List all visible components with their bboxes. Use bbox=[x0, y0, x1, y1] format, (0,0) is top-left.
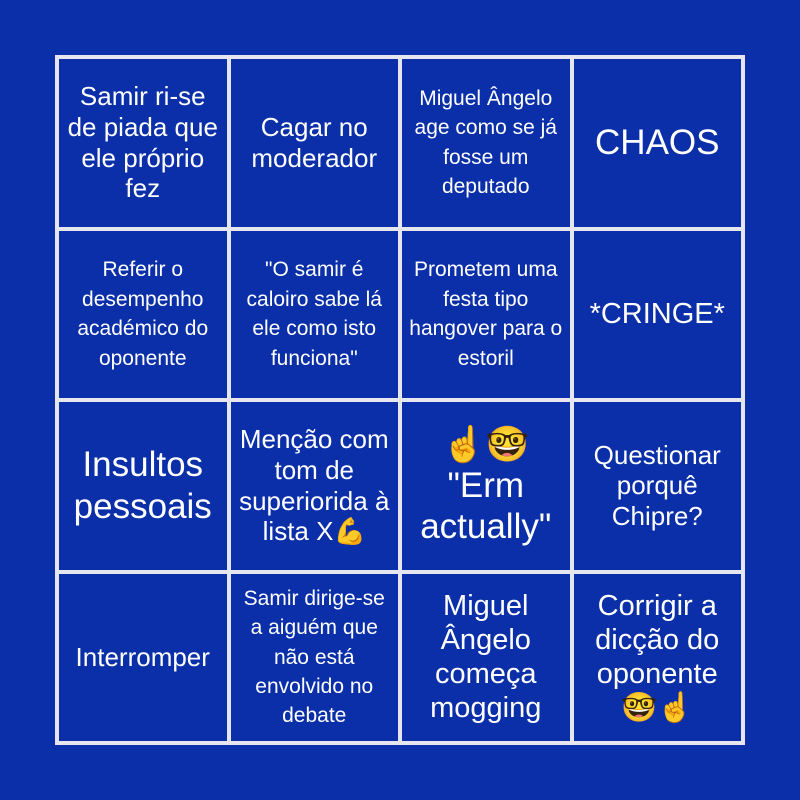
bingo-cell[interactable] bbox=[402, 231, 570, 399]
bingo-cell-text: *CRINGE* bbox=[589, 298, 725, 331]
bingo-cell[interactable] bbox=[402, 574, 570, 742]
bingo-cell-text: CHAOS bbox=[595, 123, 720, 163]
bingo-cell[interactable] bbox=[574, 231, 742, 399]
bingo-cell[interactable] bbox=[59, 574, 227, 742]
bingo-cell-text: Insultos pessoais bbox=[73, 445, 212, 526]
bingo-cell-text: Miguel Ângelo começa mogging bbox=[430, 589, 542, 725]
bingo-cell[interactable] bbox=[59, 231, 227, 399]
bingo-cell-text: Referir o desempenho académico do oponente bbox=[77, 258, 209, 370]
bingo-cell[interactable] bbox=[574, 59, 742, 227]
bingo-cell[interactable] bbox=[59, 59, 227, 227]
bingo-cell[interactable] bbox=[574, 402, 742, 570]
bingo-cell-text: ☝️🤓 "Erm actually" bbox=[420, 424, 552, 547]
bingo-cell-text: Cagar no moderador bbox=[251, 112, 378, 173]
bingo-cell-text: Samir ri-se de piada que ele próprio fez bbox=[67, 81, 218, 204]
bingo-cell-text: Questionar porquê Chipre? bbox=[593, 439, 721, 532]
bingo-cell-text: Prometem uma festa tipo hangover para o estoril bbox=[409, 258, 563, 370]
bingo-cell[interactable] bbox=[231, 59, 399, 227]
bingo-cell[interactable] bbox=[574, 574, 742, 742]
bingo-cell-text: Interromper bbox=[75, 641, 210, 672]
bingo-cell[interactable] bbox=[231, 402, 399, 570]
bingo-cell[interactable] bbox=[402, 59, 570, 227]
bingo-cell-text: Corrigir a dicção do oponente 🤓☝️ bbox=[595, 589, 720, 725]
bingo-cell[interactable] bbox=[231, 574, 399, 742]
bingo-board bbox=[55, 55, 745, 745]
bingo-cell-text: Miguel Ângelo age como se já fosse um deputado bbox=[414, 86, 557, 199]
bingo-cell[interactable] bbox=[231, 231, 399, 399]
bingo-cell[interactable] bbox=[402, 402, 570, 570]
bingo-cell-text: Menção com tom de superiorida à lista X💪 bbox=[239, 424, 390, 547]
bingo-cell[interactable] bbox=[59, 402, 227, 570]
bingo-cell-text: "O samir é caloiro sabe lá ele como isto funciona" bbox=[246, 258, 382, 370]
bingo-cell-text: Samir dirige-se a aiguém que não está envolvido no debate bbox=[243, 586, 385, 728]
